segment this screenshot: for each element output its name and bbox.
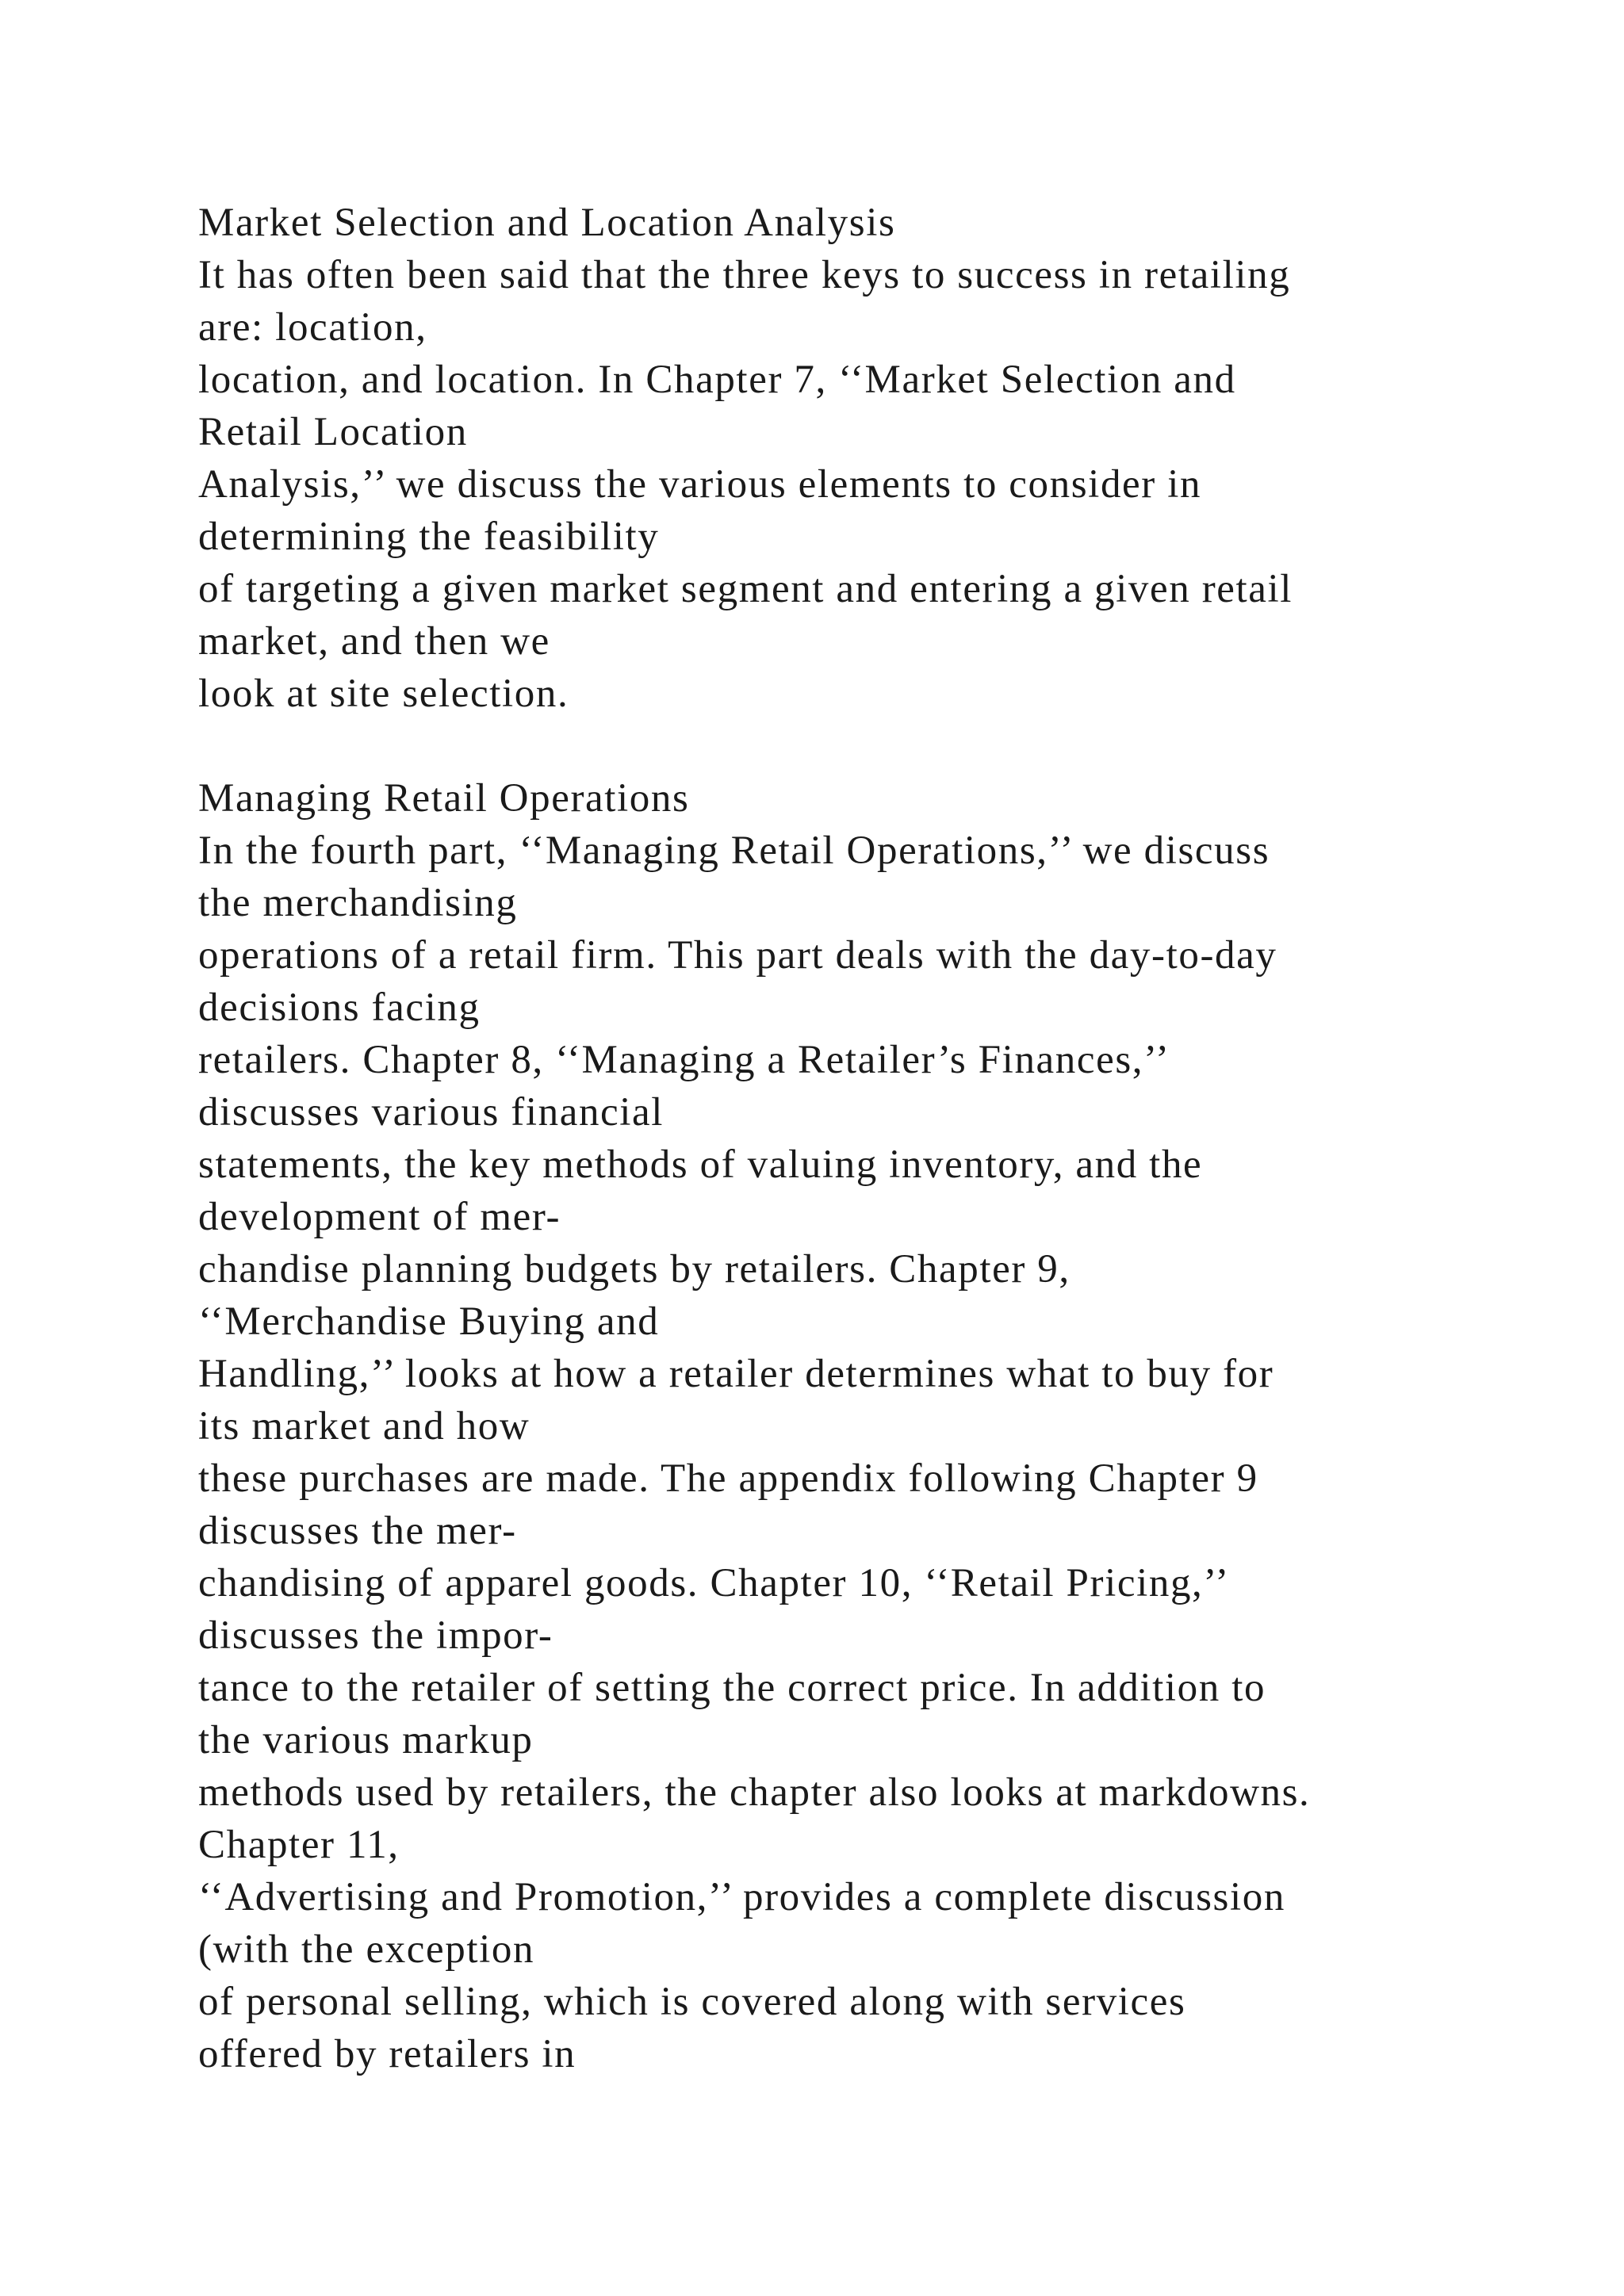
text-line: determining the feasibility [198,515,660,559]
text-line: location, and location. In Chapter 7, ‘‘Market Selection and [198,358,1236,402]
paragraph-break [198,720,1546,772]
text-line: discusses the impor- [198,1613,553,1658]
section-heading-market-selection: Market Selection and Location Analysis [198,201,896,245]
text-line: of personal selling, which is covered along with services [198,1980,1186,2024]
text-line: Retail Location [198,410,468,454]
text-line: discusses the mer- [198,1509,517,1553]
document-body [198,197,1546,2080]
text-line: (with the exception [198,1927,535,1972]
text-line: chandising of apparel goods. Chapter 10, ‘‘Retail Pricing,’’ [198,1561,1230,1605]
text-line: discusses various financial [198,1090,665,1135]
text-line: of targeting a given market segment and entering a given retail [198,567,1293,611]
text-line: are: location, [198,305,427,350]
text-line: ‘‘Merchandise Buying and [198,1299,660,1344]
text-line: development of mer- [198,1195,561,1239]
text-line: look at site selection. [198,672,569,716]
text-line: decisions facing [198,985,481,1030]
text-line: ‘‘Advertising and Promotion,’’ provides a complete discussion [198,1875,1285,1919]
text-line: statements, the key methods of valuing inventory, and the [198,1142,1203,1187]
text-line: the merchandising [198,881,518,925]
text-line: operations of a retail firm. This part deals with the day-to-day [198,933,1277,978]
text-line: chandise planning budgets by retailers. Chapter 9, [198,1247,1071,1292]
text-line: In the fourth part, ‘‘Managing Retail Operations,’’ we discuss [198,828,1270,873]
text-line: methods used by retailers, the chapter also looks at markdowns. [198,1770,1311,1815]
text-line: Analysis,’’ we discuss the various elements to consider in [198,462,1202,507]
text-line: the various markup [198,1718,534,1762]
text-line: Chapter 11, [198,1823,400,1867]
section-heading-managing-retail-operations: Managing Retail Operations [198,776,690,821]
text-line: market, and then we [198,619,550,664]
text-line: offered by retailers in [198,2032,576,2076]
text-line: these purchases are made. The appendix following Chapter 9 [198,1456,1258,1501]
text-line: its market and how [198,1404,530,1448]
text-line: Handling,’’ looks at how a retailer determines what to buy for [198,1352,1274,1396]
text-line: retailers. Chapter 8, ‘‘Managing a Retailer’s Finances,’’ [198,1038,1170,1082]
text-line: tance to the retailer of setting the correct price. In addition to [198,1666,1266,1710]
text-line: It has often been said that the three keys to success in retailing [198,253,1291,297]
